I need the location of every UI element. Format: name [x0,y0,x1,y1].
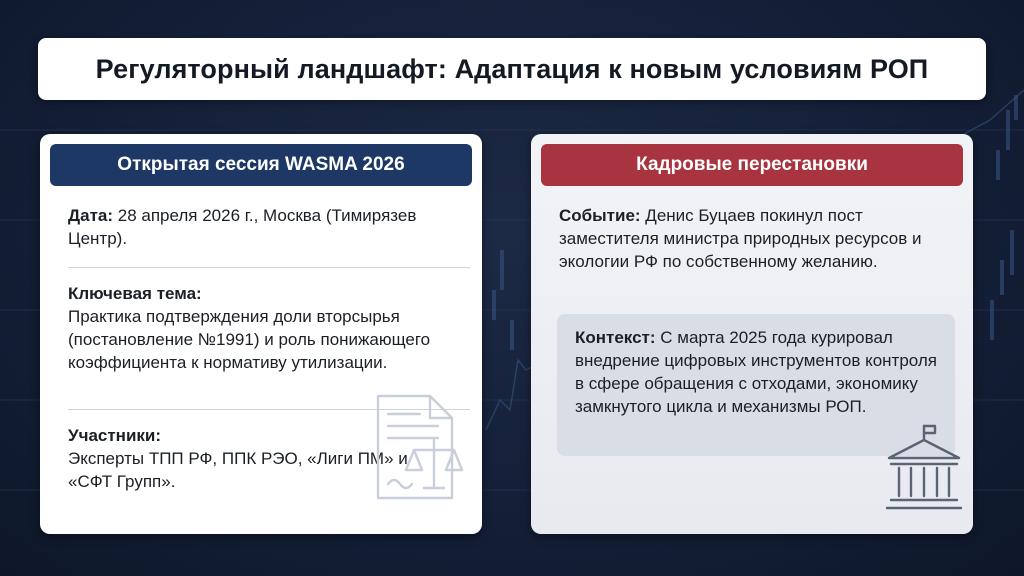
government-building-icon [885,424,963,512]
wasma-card-header: Открытая сессия WASMA 2026 [50,144,472,186]
topic-section [68,282,472,374]
context-text: С марта 2025 года курировал внедрение цифровых инструментов контроля в сфере обращения с отходами, экономику замкнутого цикла и механизмы РОП. [575,328,937,416]
context-label: Контекст: [575,328,656,347]
event-label: Событие: [559,206,641,225]
personnel-changes-card [531,134,973,534]
personnel-card-header: Кадровые перестановки [541,144,963,186]
document-scales-icon [374,392,470,502]
title-bar [38,38,986,100]
participants-text: Эксперты ТПП РФ, ППК РЭО, «Лиги ПМ» и «СФТ Групп». [68,449,408,491]
topic-label: Ключевая тема: [68,284,202,303]
page-title: Регуляторный ландшафт: Адаптация к новым условиям РОП [95,53,929,84]
date-section [68,204,472,250]
date-label: Дата: [68,206,114,225]
wasma-session-card [40,134,482,534]
divider [68,267,470,268]
event-text: Денис Буцаев покинул пост заместителя министра природных ресурсов и экологии РФ по собственному желанию. [559,206,922,271]
date-text: 28 апреля 2026 г., Москва (Тимирязев Центр). [68,206,417,248]
context-section [575,326,947,418]
participants-label: Участники: [68,426,162,445]
event-section [559,204,959,273]
topic-text: Практика подтверждения доли вторсырья (постановление №1991) и роль понижающего коэффициента к нормативу утилизации. [68,307,431,372]
